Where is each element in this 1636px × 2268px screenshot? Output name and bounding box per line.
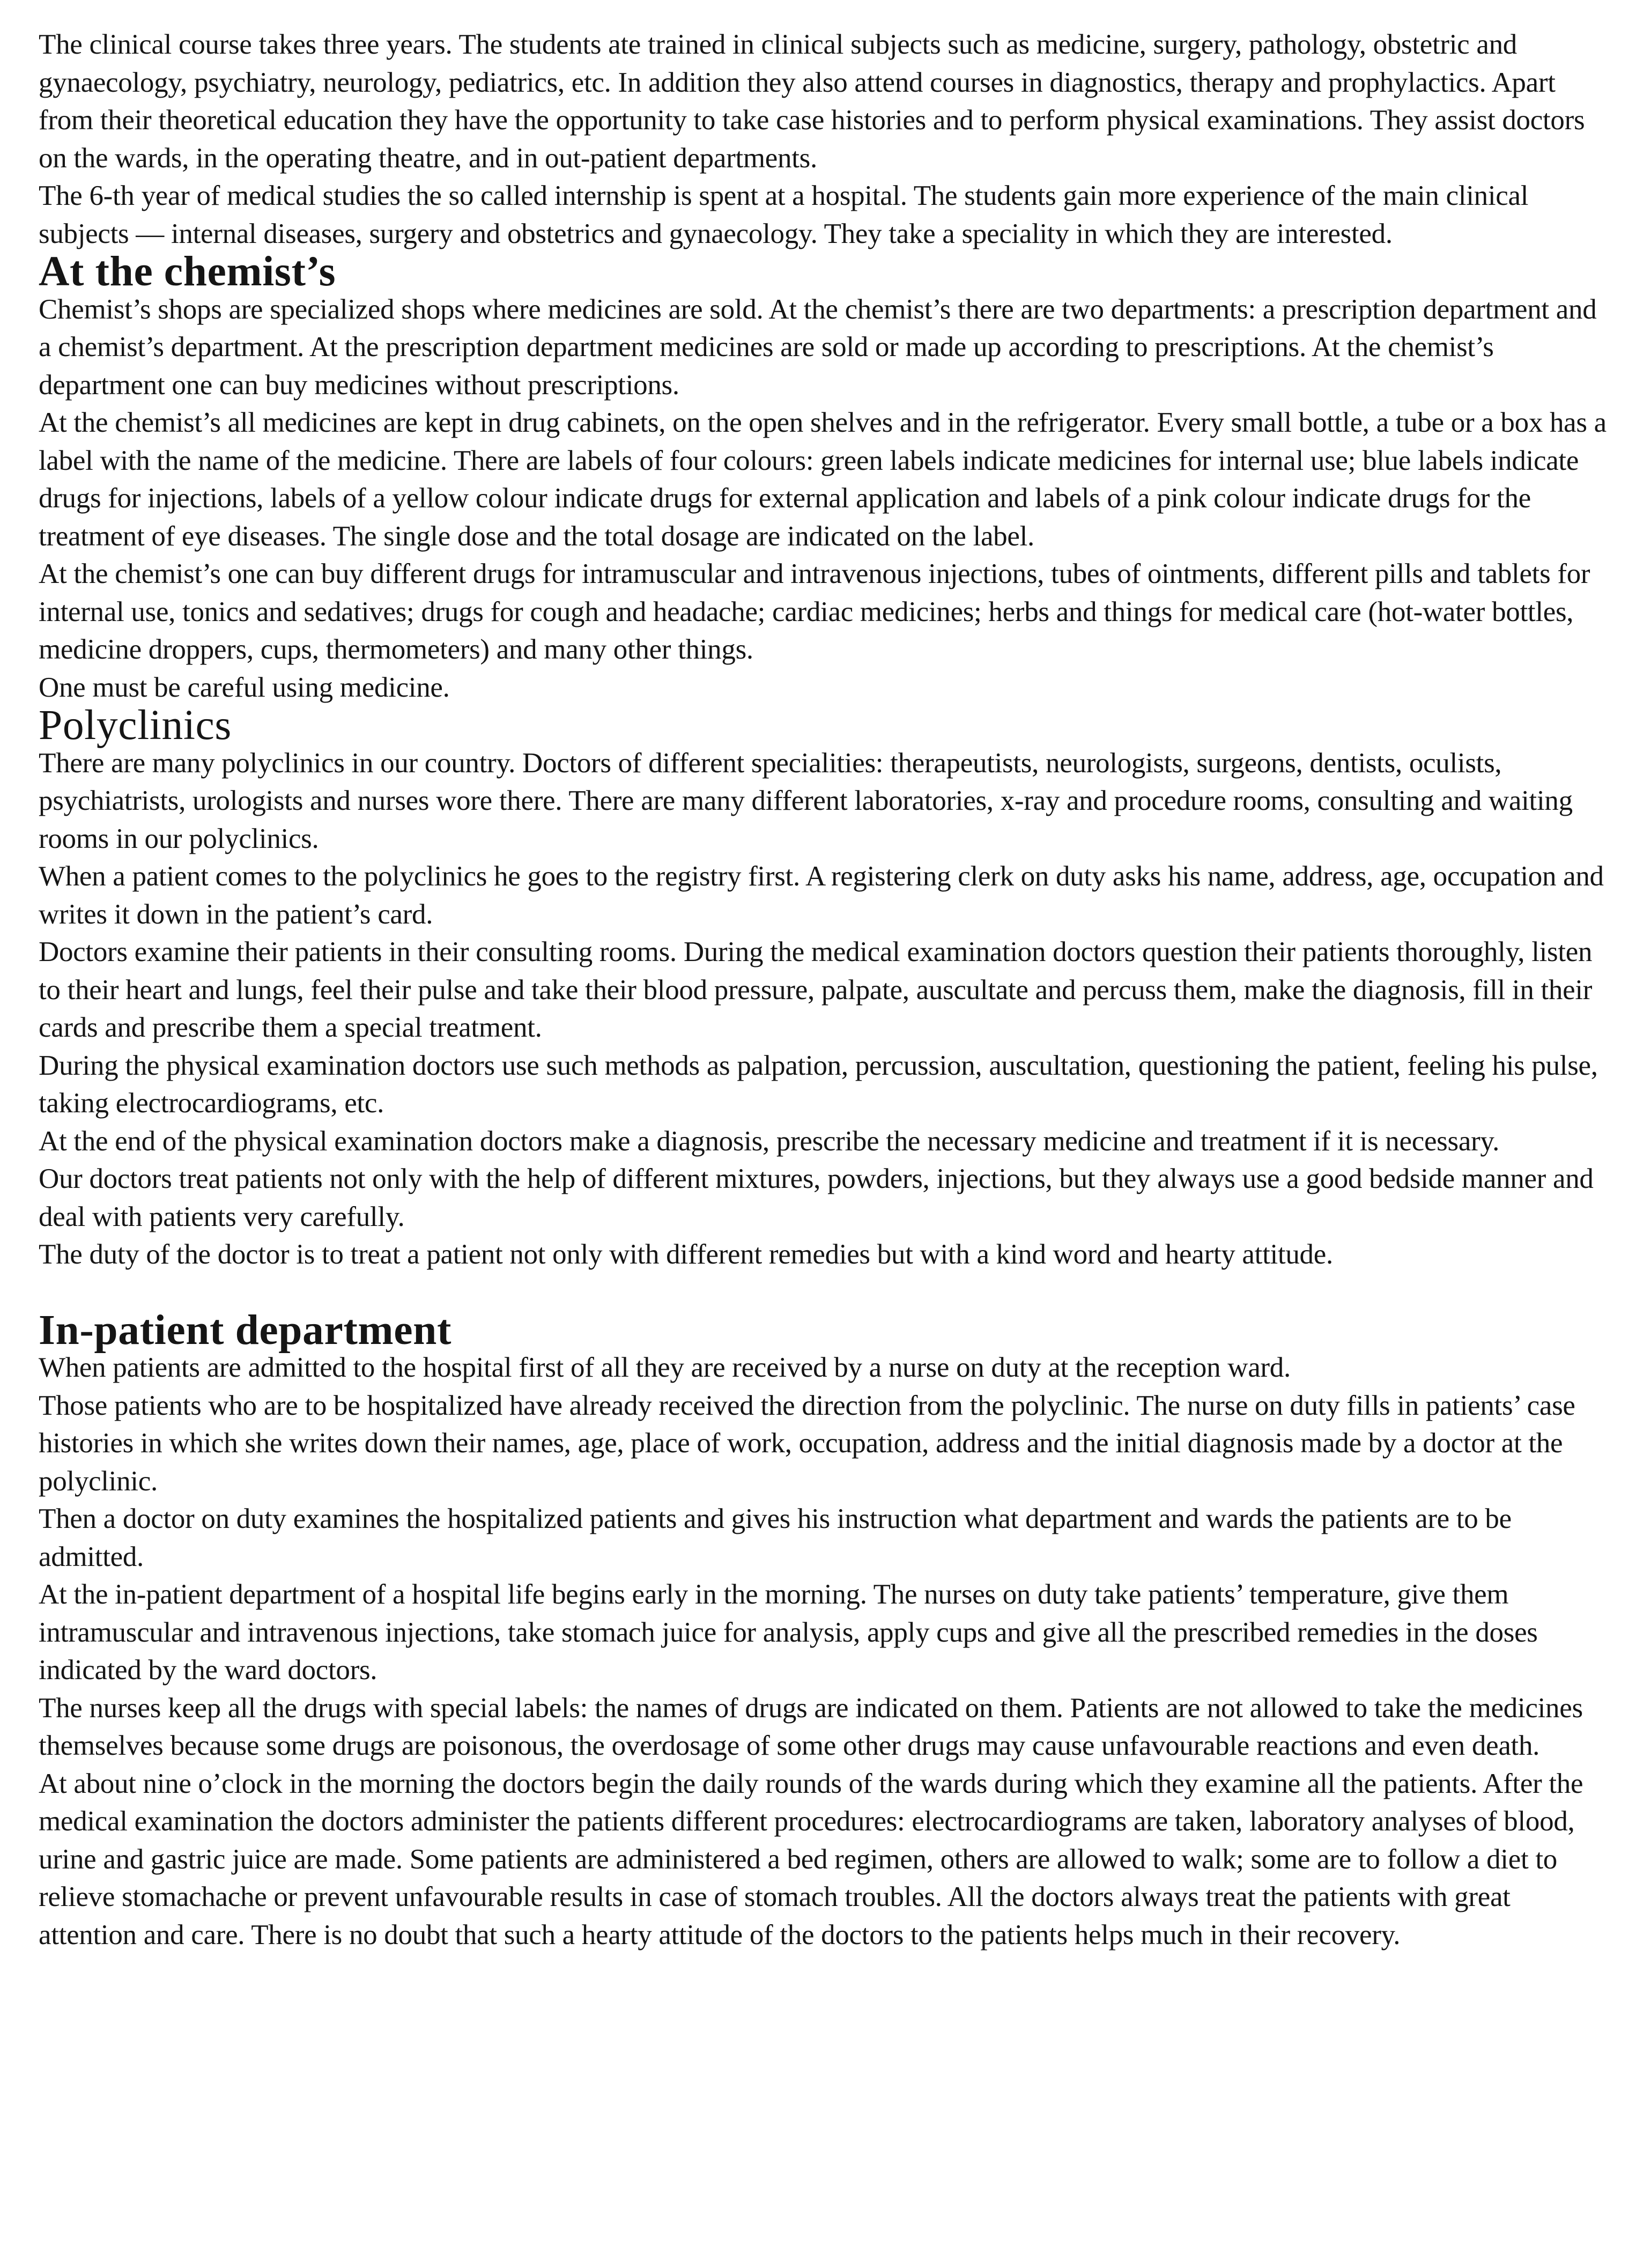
- paragraph: Then a doctor on duty examines the hospitalized patients and gives his instruction what department and wards the patients are to be admitted.: [39, 1503, 1512, 1572]
- paragraph: The nurses keep all the drugs with special labels: the names of drugs are indicated on them. Patients are not allowed to take the medicines themselves because some drugs are poisonous, the overdosage of some other drugs may cause unfavourable reactions and even death.: [39, 1692, 1583, 1761]
- paragraph: Chemist’s shops are specialized shops where medicines are sold. At the chemist’s there are two departments: a prescription department and a chemist’s department. At the prescription department medicines are sold or made up according to prescriptions. At the chemist’s department one can buy medicines without prescriptions.: [39, 293, 1597, 401]
- section-heading-inpatient: In-patient department: [39, 1306, 452, 1354]
- chemist-section: [39, 248, 1610, 706]
- paragraph: When a patient comes to the polyclinics he goes to the registry first. A registering clerk on duty asks his name, address, age, occupation and writes it down in the patient’s card.: [39, 861, 1604, 930]
- paragraph: At the in-patient department of a hospital life begins early in the morning. The nurses on duty take patients’ temperature, give them intramuscular and intravenous injections, take stomach juice for analysis, apply cups and give all the prescribed remedies in the doses indicated by the ward doctors.: [39, 1579, 1538, 1686]
- section-heading-chemist: At the chemist’s: [39, 248, 336, 295]
- blank-line: [39, 1274, 1610, 1311]
- paragraph: At the end of the physical examination doctors make a diagnosis, prescribe the necessary medicine and treatment if it is necessary.: [39, 1125, 1500, 1157]
- paragraph: One must be careful using medicine.: [39, 671, 450, 703]
- paragraph: The duty of the doctor is to treat a patient not only with different remedies but with a kind word and hearty attitude.: [39, 1239, 1333, 1270]
- paragraph: During the physical examination doctors use such methods as palpation, percussion, auscultation, questioning the patient, feeling his pulse, taking electrocardiograms, etc.: [39, 1050, 1598, 1119]
- paragraph: Our doctors treat patients not only with the help of different mixtures, powders, injections, but they always use a good bedside manner and deal with patients very carefully.: [39, 1163, 1594, 1232]
- paragraph: At the chemist’s one can buy different drugs for intramuscular and intravenous injections, tubes of ointments, different pills and tablets for internal use, tonics and sedatives; drugs for cough and headache; cardiac medicines; herbs and things for medical care (hot-water bottles, medicine droppers, cups, thermometers) and many other things.: [39, 558, 1590, 665]
- paragraph: Those patients who are to be hospitalized have already received the direction from the polyclinic. The nurse on duty fills in patients’ case histories in which she writes down their names, age, place of work, occupation, address and the initial diagnosis made by a doctor at the polyclinic.: [39, 1390, 1575, 1497]
- paragraph: When patients are admitted to the hospital first of all they are received by a nurse on duty at the reception ward.: [39, 1352, 1291, 1383]
- paragraph: There are many polyclinics in our country. Doctors of different specialities: therapeutists, neurologists, surgeons, dentists, oculists, psychiatrists, urologists and nurses wore there. There are many different laboratories, x-ray and procedure rooms, consulting and waiting rooms in our polyclinics.: [39, 747, 1573, 854]
- polyclinics-section: [39, 701, 1610, 1274]
- paragraph: Doctors examine their patients in their consulting rooms. During the medical examination doctors question their patients thoroughly, listen to their heart and lungs, feel their pulse and take their blood pressure, palpate, auscultate and percuss them, make the diagnosis, fill in their cards and prescribe them a special treatment.: [39, 936, 1593, 1043]
- paragraph: The clinical course takes three years. The students ate trained in clinical subjects such as medicine, surgery, pathology, obstetric and gynaecology, psychiatry, neurology, pediatrics, etc. In addition they also attend courses in diagnostics, therapy and prophylactics. Apart from their theoretical education they have the opportunity to take case histories and to perform physical examinations. They assist doctors on the wards, in the operating theatre, and in out-patient departments.: [39, 29, 1585, 174]
- paragraph: The 6-th year of medical studies the so called internship is spent at a hospital. The students gain more experience of the main clinical subjects — internal diseases, surgery and obstetrics and gynaecology. They take a speciality in which they are interested.: [39, 180, 1529, 249]
- inpatient-section: [39, 1306, 1610, 1954]
- paragraph: At the chemist’s all medicines are kept in drug cabinets, on the open shelves and in the refrigerator. Every small bottle, a tube or a box has a label with the name of the medicine. There are labels of four colours: green labels indicate medicines for internal use; blue labels indicate drugs for injections, labels of a yellow colour indicate drugs for external application and labels of a pink colour indicate drugs for the treatment of eye diseases. The single dose and the total dosage are indicated on the label.: [39, 407, 1607, 552]
- paragraph: At about nine o’clock in the morning the doctors begin the daily rounds of the wards during which they examine all the patients. After the medical examination the doctors administer the patients different procedures: electrocardiograms are taken, laboratory analyses of blood, urine and gastric juice are made. Some patients are administered a bed regimen, others are allowed to walk; some are to follow a diet to relieve stomachache or prevent unfavourable results in case of stomach troubles. All the doctors always treat the patients with great attention and care. There is no doubt that such a hearty attitude of the doctors to the patients helps much in their recovery.: [39, 1768, 1583, 1951]
- document-body: [39, 26, 1610, 1954]
- section-heading-polyclinics: Polyclinics: [39, 701, 232, 749]
- clinical-course-section: [39, 26, 1610, 253]
